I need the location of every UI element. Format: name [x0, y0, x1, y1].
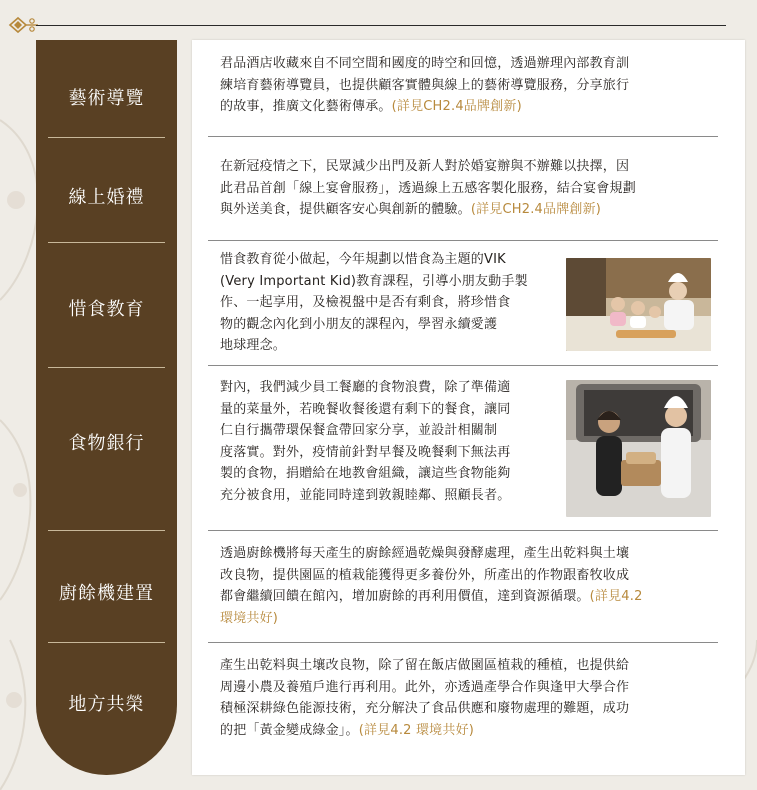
- tab-divider: [48, 530, 165, 531]
- photo-food-donation: [566, 380, 711, 517]
- reference-link: (詳見CH2.4品牌創新): [470, 202, 602, 217]
- row-divider: [208, 530, 718, 531]
- text-line: 物的觀念內化到小朋友的課程內，學習永續愛護: [220, 316, 498, 332]
- tab-divider: [48, 137, 165, 138]
- text-line: 作、一起享用，及檢視盤中是否有剩食，將珍惜食: [220, 295, 511, 310]
- text-line: 的把「黃金變成綠金」。(詳見4.2 環境共好): [220, 722, 475, 738]
- row-art-tour: [220, 53, 629, 118]
- text-line: 都會繼續回饋在館內，增加廚餘的再利用價值，達到資源循環。(詳見4.2: [220, 589, 643, 604]
- row-food-waste-machine: [220, 543, 643, 629]
- text-line: 在新冠疫情之下，民眾減少出門及新人對於婚宴辦與不辦難以抉擇，因: [220, 159, 630, 174]
- row-divider: [208, 365, 718, 366]
- text-line: 練培育藝術導覽員，也提供顧客實體與線上的藝術導覽服務，分享旅行: [220, 77, 630, 93]
- tab-divider: [48, 642, 165, 643]
- reference-link: 環境共好): [220, 610, 279, 626]
- reference-link: (詳見CH2.4品牌創新): [391, 99, 522, 114]
- label-food-waste-machine: 廚餘機建置: [59, 583, 154, 604]
- text-line: 此君品首創「線上宴會服務」，透過線上五感客製化服務，結合宴會規劃: [220, 180, 636, 196]
- reference-link: (詳見4.2: [589, 589, 643, 604]
- row-divider: [208, 642, 718, 643]
- text-line: (Very Important Kid)教育課程，引導小朋友動手製: [220, 273, 528, 289]
- photo-kids-cooking-class: [566, 258, 711, 351]
- ornament-icon: [6, 14, 40, 36]
- text-line: 透過廚餘機將每天產生的廚餘經過乾燥與發酵處理，產生出乾料與土壤: [220, 546, 630, 561]
- text-line: 與外送美食，提供顧客安心與創新的體驗。(詳見CH2.4品牌創新): [220, 202, 602, 217]
- text-line: [220, 608, 643, 630]
- text-line: 產生出乾料與土壤改良物，除了留在飯店做園區植栽的種植，也提供給: [220, 658, 630, 673]
- row-food-bank: [220, 377, 510, 506]
- row-online-wedding: [220, 156, 636, 221]
- label-food-bank: 食物銀行: [68, 433, 145, 454]
- text-line: 周邊小農及養殖戶進行再利用。此外，亦透過產學合作與逢甲大學合作: [220, 679, 630, 695]
- text-line: 改良物，提供園區的植栽能獲得更多養份外，所產出的作物跟畜牧收成: [220, 567, 630, 583]
- label-food-education: 惜食教育: [68, 299, 145, 320]
- text-line: 量的菜量外，若晚餐收餐後還有剩下的餐食，讓同: [220, 401, 511, 417]
- text-line: 的故事，推廣文化藝術傳承。(詳見CH2.4品牌創新): [220, 99, 522, 114]
- label-online-wedding: 線上婚禮: [68, 187, 145, 208]
- reference-link: (詳見4.2 環境共好): [358, 722, 475, 738]
- tab-divider: [48, 367, 165, 368]
- text-line: 積極深耕綠色能源技術，充分解決了食品供應和廢物處理的難題，成功: [220, 701, 630, 716]
- row-local-prosperity: [220, 655, 629, 741]
- category-tab: [36, 40, 177, 775]
- text-line: 製的食物，捐贈給在地教會組織，讓這些食物能夠: [220, 466, 511, 481]
- row-divider: [208, 240, 718, 241]
- text-line: 君品酒店收藏來自不同空間和國度的時空和回憶，透過辦理內部教育訓: [220, 56, 630, 71]
- text-line: 充分被食用，並能同時達到敦親睦鄰、照顧長者。: [220, 487, 511, 503]
- row-food-education: [220, 249, 528, 357]
- text-line: 惜食教育從小做起，今年規劃以惜食為主題的VIK: [220, 252, 506, 267]
- tab-divider: [48, 242, 165, 243]
- header-rule: [36, 25, 726, 26]
- text-line: 仁自行攜帶環保餐盒帶回家分享，並設計相關制: [220, 423, 498, 438]
- text-line: 對內，我們減少員工餐廳的食物浪費，除了準備適: [220, 380, 511, 395]
- text-line: 度落實。對外，疫情前針對早餐及晚餐剩下無法再: [220, 444, 511, 460]
- text-line: 地球理念。: [220, 338, 287, 353]
- label-local-prosperity: 地方共榮: [68, 694, 145, 715]
- row-divider: [208, 136, 718, 137]
- label-art-tour: 藝術導覽: [68, 88, 145, 109]
